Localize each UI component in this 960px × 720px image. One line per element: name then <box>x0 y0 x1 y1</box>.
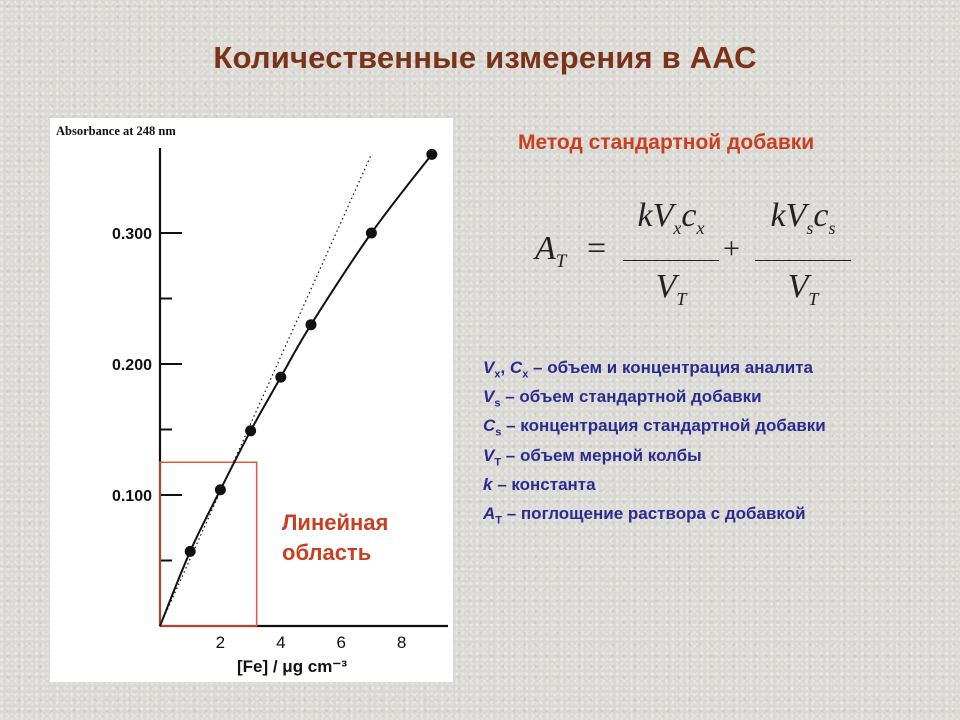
term-2-denominator <box>755 267 851 319</box>
legend-symbol: V <box>483 387 495 407</box>
legend-item <box>483 504 953 533</box>
legend-sub: T <box>494 455 502 468</box>
legend-symbol: C <box>483 416 496 436</box>
data-point <box>426 149 437 160</box>
x-tick-label: 6 <box>336 633 346 652</box>
data-point <box>215 484 226 495</box>
term-1-num-b: c <box>681 197 697 234</box>
fraction-bar <box>623 260 719 262</box>
legend-symbol: V <box>483 358 495 377</box>
y-ticks <box>112 226 182 561</box>
fraction-bar <box>755 260 851 262</box>
formula-lhs-sub: T <box>555 250 567 272</box>
x-tick-label: 2 <box>215 633 226 652</box>
formula-lhs <box>535 230 566 273</box>
variable-legend <box>483 358 953 533</box>
formula-lhs-symbol: A <box>535 230 556 267</box>
term-1-num-a: kV <box>637 197 674 234</box>
legend-item <box>483 475 953 504</box>
legend-sep: , <box>500 358 510 377</box>
legend-item <box>483 387 953 416</box>
term-1-num-sub2: x <box>696 217 705 238</box>
legend-sub: s <box>494 397 501 410</box>
x-tick-label: 8 <box>396 633 407 652</box>
y-tick-label: 0.200 <box>111 357 152 374</box>
legend-sub-2: x <box>522 368 529 381</box>
y-tick-label: 0.300 <box>111 226 152 243</box>
legend-sub: s <box>495 426 502 439</box>
legend-symbol: A <box>483 503 496 523</box>
term-2-numerator <box>755 196 851 248</box>
data-point <box>245 425 256 436</box>
legend-symbol: V <box>483 445 495 465</box>
legend-text: – константа <box>492 474 596 494</box>
x-axis-label: [Fe] / μg cm⁻³ <box>236 657 348 676</box>
formula-equals: = <box>587 230 607 267</box>
linear-region-box <box>160 462 257 626</box>
data-point <box>275 372 286 383</box>
legend-text: – поглощение раствора с добавкой <box>502 503 806 523</box>
legend-item <box>483 416 953 445</box>
term-1-numerator <box>623 196 719 248</box>
legend-sub: T <box>495 514 503 527</box>
page-title: Количественные измерения в ААС <box>213 40 757 75</box>
term-2-num-a: kV <box>770 197 807 234</box>
legend-sub: x <box>494 368 501 381</box>
standard-addition-formula <box>535 196 875 316</box>
term-2-den-sub: T <box>808 289 819 310</box>
data-point <box>306 319 317 330</box>
x-tick-label: 4 <box>276 633 286 652</box>
formula-plus: + <box>723 232 740 265</box>
method-title: Метод стандартной добавки <box>518 131 815 154</box>
term-2-num-sub2: s <box>828 217 836 238</box>
term-2-num-sub1: s <box>806 217 814 238</box>
legend-item <box>483 358 953 387</box>
data-point <box>366 228 377 239</box>
legend-text: – объем стандартной добавки <box>500 387 762 407</box>
legend-symbol: k <box>483 474 493 494</box>
formula-term-2 <box>755 196 851 319</box>
legend-item <box>483 446 953 475</box>
linear-region-label: Линейная область <box>282 510 389 565</box>
term-1-num-sub1: x <box>673 217 682 238</box>
legend-symbol-2: C <box>509 358 523 377</box>
term-1-den-sub: T <box>676 289 687 310</box>
data-point <box>185 546 196 557</box>
x-ticks <box>216 633 407 652</box>
term-2-den: V <box>787 268 809 306</box>
formula-term-1 <box>623 196 719 319</box>
y-axis-label: Absorbance at 248 nm <box>56 124 176 138</box>
calibration-chart <box>50 118 453 682</box>
legend-text: – объем и концентрация аналита <box>528 358 814 377</box>
chart-svg <box>50 118 453 682</box>
term-1-denominator <box>623 267 719 319</box>
term-2-num-b: c <box>813 197 829 234</box>
legend-text: – концентрация стандартной добавки <box>501 416 826 436</box>
term-1-den: V <box>655 268 677 306</box>
legend-text: – объем мерной колбы <box>501 445 702 465</box>
data-points <box>185 149 438 557</box>
y-tick-label: 0.100 <box>111 488 152 505</box>
